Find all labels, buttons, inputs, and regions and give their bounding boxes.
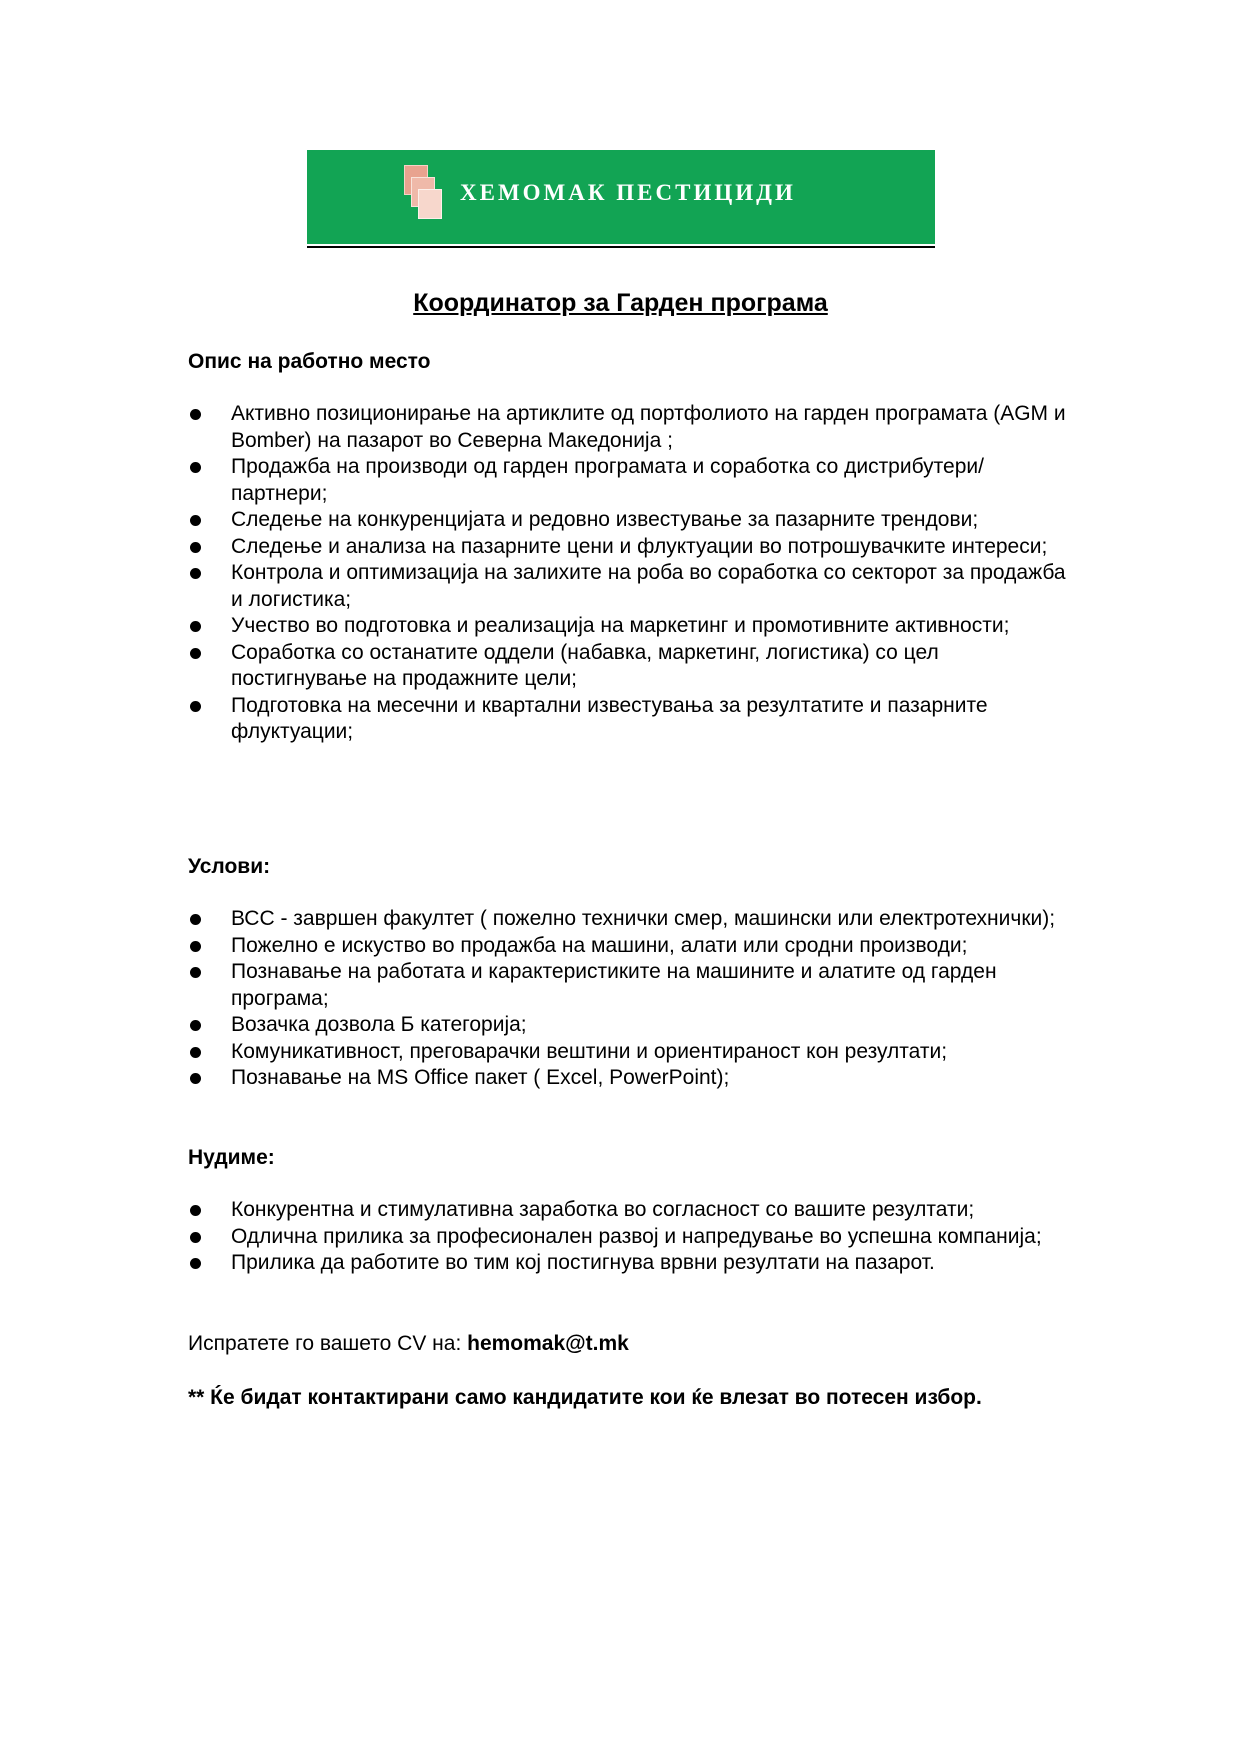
list-item: Познавање на работата и карактеристиките на машините и алатите од гарден програма;: [188, 959, 1068, 1012]
bullet-icon: [190, 941, 201, 952]
list-item: Соработка со останатите оддели (набавка, маркетинг, логистика) со цел постигнување на продажните цели;: [188, 640, 1068, 693]
list-item: Продажба на производи од гарден програмата и соработка со дистрибутери/партнери;: [188, 454, 1068, 507]
bullet-icon: [190, 648, 201, 659]
bullet-icon: [190, 1232, 201, 1243]
bullet-icon: [190, 701, 201, 712]
list-item: Следење и анализа на пазарните цени и флуктуации во потрошувачките интереси;: [188, 534, 1068, 561]
list-item: Конкурентна и стимулативна заработка во согласност со вашите резултати;: [188, 1197, 1068, 1224]
list-item: Пожелно е искуство во продажба на машини, алати или сродни производи;: [188, 933, 1068, 960]
section-heading-we-offer: Нудиме:: [188, 1146, 275, 1169]
bullet-icon: [190, 515, 201, 526]
list-item: Познавање на MS Office пакет ( Excel, PowerPoint);: [188, 1065, 1068, 1092]
list-item: Подготовка на месечни и квартални известувања за резултатите и пазарните флуктуации;: [188, 693, 1068, 746]
bullet-icon: [190, 1073, 201, 1084]
contact-email: hemomak@t.mk: [467, 1332, 629, 1355]
shortlist-note: ** Ќе бидат контактирани само кандидатите кои ќе влезат во потесен избор.: [188, 1386, 982, 1409]
list-item: Одлична прилика за професионален развој и напредување во успешна компанија;: [188, 1224, 1068, 1251]
list-item: Активно позиционирање на артиклите од портфолиото на гарден програмата (AGM и Bomber) на пазарот во Северна Македонија ;: [188, 401, 1068, 454]
contact-label: Испратете го вашето CV на:: [188, 1332, 468, 1355]
list-item: Учество во подготовка и реализација на маркетинг и промотивните активности;: [188, 613, 1068, 640]
section-heading-job-description: Опис на работно место: [188, 350, 431, 373]
bullet-icon: [190, 621, 201, 632]
logo-pages-icon: [404, 165, 440, 217]
bullet-icon: [190, 1258, 201, 1269]
contact-line: [188, 1332, 629, 1356]
list-item: Возачка дозвола Б категорија;: [188, 1012, 1068, 1039]
job-description-list: [188, 401, 1068, 746]
logo-underline-rule: [307, 246, 935, 248]
bullet-icon: [190, 409, 201, 420]
list-item: Контрола и оптимизација на залихите на роба во соработка со секторот за продажба и логистика;: [188, 560, 1068, 613]
bullet-icon: [190, 914, 201, 925]
requirements-list: [188, 906, 1068, 1092]
bullet-icon: [190, 462, 201, 473]
company-logo-banner: [307, 150, 935, 244]
bullet-icon: [190, 1020, 201, 1031]
list-item: ВСС - завршен факултет ( пожелно технички смер, машински или електротехнички);: [188, 906, 1068, 933]
list-item: Следење на конкуренцијата и редовно известување за пазарните трендови;: [188, 507, 1068, 534]
bullet-icon: [190, 542, 201, 553]
logo-text: ХЕМОМАК ПЕСТИЦИДИ: [460, 180, 796, 205]
page-title: Координатор за Гарден програма: [413, 289, 828, 317]
list-item: Прилика да работите во тим кој постигнува врвни резултати на пазарот.: [188, 1250, 1068, 1277]
section-heading-requirements: Услови:: [188, 855, 271, 878]
offer-list: [188, 1197, 1068, 1277]
bullet-icon: [190, 568, 201, 579]
bullet-icon: [190, 1205, 201, 1216]
bullet-icon: [190, 967, 201, 978]
bullet-icon: [190, 1047, 201, 1058]
list-item: Комуникативност, преговарачки вештини и ориентираност кон резултати;: [188, 1039, 1068, 1066]
